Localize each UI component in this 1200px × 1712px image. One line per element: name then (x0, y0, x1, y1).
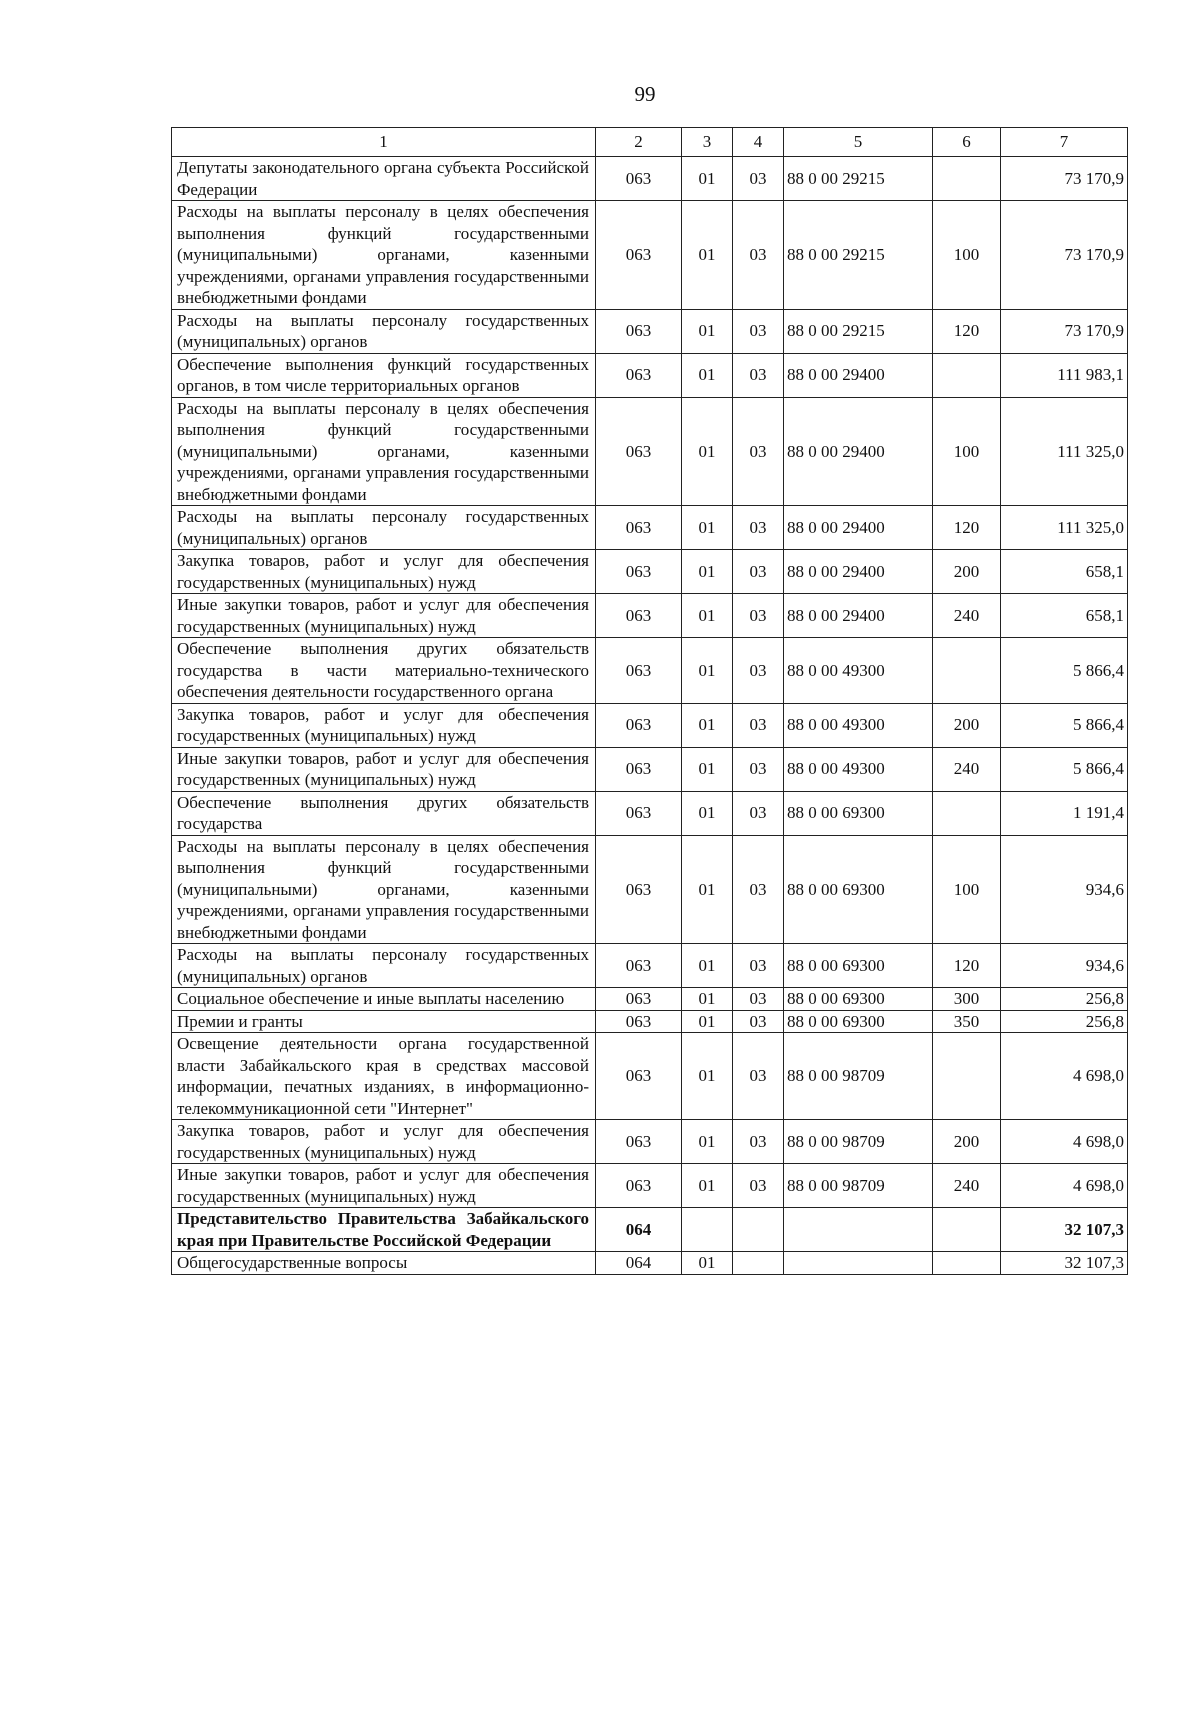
cell-amount: 934,6 (1001, 835, 1128, 944)
cell-amount: 5 866,4 (1001, 703, 1128, 747)
cell-section: 01 (682, 1010, 733, 1033)
cell-ministry-code: 063 (596, 1120, 682, 1164)
cell-name: Иные закупки товаров, работ и услуг для обеспечения государственных (муниципальных) нужд (172, 594, 596, 638)
cell-target-article: 88 0 00 29215 (784, 157, 933, 201)
cell-amount: 73 170,9 (1001, 309, 1128, 353)
cell-section: 01 (682, 1120, 733, 1164)
cell-subsection: 03 (733, 397, 784, 506)
cell-subsection: 03 (733, 506, 784, 550)
cell-section: 01 (682, 353, 733, 397)
cell-ministry-code: 063 (596, 1164, 682, 1208)
cell-expense-type: 200 (933, 1120, 1001, 1164)
cell-expense-type (933, 1033, 1001, 1120)
cell-subsection (733, 1208, 784, 1252)
cell-name: Расходы на выплаты персоналу в целях обеспечения выполнения функций государственными (муниципальными) органами, казенными учреждениями, органами управления государственными внебюджетными фондами (172, 835, 596, 944)
cell-amount: 658,1 (1001, 594, 1128, 638)
cell-target-article: 88 0 00 69300 (784, 988, 933, 1011)
table-row (172, 157, 1128, 201)
cell-expense-type (933, 353, 1001, 397)
cell-expense-type: 200 (933, 703, 1001, 747)
table-row (172, 1120, 1128, 1164)
cell-ministry-code: 063 (596, 550, 682, 594)
cell-expense-type: 100 (933, 397, 1001, 506)
cell-target-article: 88 0 00 29215 (784, 201, 933, 310)
cell-expense-type (933, 791, 1001, 835)
cell-subsection: 03 (733, 835, 784, 944)
cell-target-article: 88 0 00 29215 (784, 309, 933, 353)
cell-section: 01 (682, 988, 733, 1011)
cell-section (682, 1208, 733, 1252)
header-col-4: 4 (733, 128, 784, 157)
cell-name: Иные закупки товаров, работ и услуг для обеспечения государственных (муниципальных) нужд (172, 747, 596, 791)
cell-expense-type: 120 (933, 506, 1001, 550)
cell-name: Расходы на выплаты персоналу государственных (муниципальных) органов (172, 944, 596, 988)
cell-target-article (784, 1208, 933, 1252)
cell-section: 01 (682, 835, 733, 944)
cell-ministry-code: 063 (596, 201, 682, 310)
cell-target-article: 88 0 00 29400 (784, 594, 933, 638)
cell-target-article: 88 0 00 49300 (784, 638, 933, 704)
cell-subsection: 03 (733, 309, 784, 353)
cell-ministry-code: 063 (596, 944, 682, 988)
cell-subsection: 03 (733, 1033, 784, 1120)
header-row (172, 128, 1128, 157)
cell-expense-type: 240 (933, 1164, 1001, 1208)
cell-target-article: 88 0 00 98709 (784, 1033, 933, 1120)
table-row (172, 1208, 1128, 1252)
table-row (172, 201, 1128, 310)
cell-section: 01 (682, 703, 733, 747)
table-row (172, 835, 1128, 944)
cell-ministry-code: 063 (596, 703, 682, 747)
cell-subsection: 03 (733, 550, 784, 594)
cell-expense-type: 240 (933, 594, 1001, 638)
cell-subsection: 03 (733, 703, 784, 747)
cell-target-article: 88 0 00 29400 (784, 353, 933, 397)
table-row (172, 397, 1128, 506)
cell-ministry-code: 063 (596, 988, 682, 1011)
cell-subsection: 03 (733, 157, 784, 201)
cell-name: Расходы на выплаты персоналу в целях обеспечения выполнения функций государственными (муниципальными) органами, казенными учреждениями, органами управления государственными внебюджетными фондами (172, 397, 596, 506)
cell-amount: 73 170,9 (1001, 201, 1128, 310)
cell-section: 01 (682, 791, 733, 835)
table-row (172, 1033, 1128, 1120)
cell-name: Иные закупки товаров, работ и услуг для обеспечения государственных (муниципальных) нужд (172, 1164, 596, 1208)
cell-amount: 256,8 (1001, 988, 1128, 1011)
cell-ministry-code: 063 (596, 747, 682, 791)
cell-section: 01 (682, 944, 733, 988)
cell-ministry-code: 063 (596, 638, 682, 704)
cell-amount: 111 325,0 (1001, 506, 1128, 550)
cell-name: Закупка товаров, работ и услуг для обеспечения государственных (муниципальных) нужд (172, 1120, 596, 1164)
cell-name: Обеспечение выполнения функций государственных органов, в том числе территориальных органов (172, 353, 596, 397)
cell-section: 01 (682, 594, 733, 638)
cell-section: 01 (682, 397, 733, 506)
header-col-1: 1 (172, 128, 596, 157)
cell-ministry-code: 063 (596, 791, 682, 835)
table-row (172, 1164, 1128, 1208)
cell-name: Депутаты законодательного органа субъекта Российской Федерации (172, 157, 596, 201)
cell-ministry-code: 063 (596, 1010, 682, 1033)
cell-target-article: 88 0 00 69300 (784, 791, 933, 835)
cell-subsection: 03 (733, 791, 784, 835)
header-col-6: 6 (933, 128, 1001, 157)
cell-section: 01 (682, 747, 733, 791)
cell-expense-type: 300 (933, 988, 1001, 1011)
cell-ministry-code: 063 (596, 835, 682, 944)
cell-ministry-code: 063 (596, 397, 682, 506)
cell-name: Расходы на выплаты персоналу государственных (муниципальных) органов (172, 309, 596, 353)
header-col-5: 5 (784, 128, 933, 157)
cell-target-article: 88 0 00 69300 (784, 944, 933, 988)
cell-section: 01 (682, 638, 733, 704)
cell-amount: 5 866,4 (1001, 638, 1128, 704)
cell-amount: 4 698,0 (1001, 1033, 1128, 1120)
cell-name: Закупка товаров, работ и услуг для обеспечения государственных (муниципальных) нужд (172, 703, 596, 747)
cell-expense-type: 350 (933, 1010, 1001, 1033)
cell-name: Представительство Правительства Забайкальского края при Правительстве Российской Федерации (172, 1208, 596, 1252)
cell-name: Обеспечение выполнения других обязательств государства (172, 791, 596, 835)
table-row (172, 550, 1128, 594)
cell-amount: 4 698,0 (1001, 1120, 1128, 1164)
cell-target-article (784, 1252, 933, 1275)
cell-target-article: 88 0 00 98709 (784, 1164, 933, 1208)
header-col-2: 2 (596, 128, 682, 157)
cell-target-article: 88 0 00 98709 (784, 1120, 933, 1164)
cell-subsection: 03 (733, 638, 784, 704)
cell-subsection: 03 (733, 1010, 784, 1033)
cell-ministry-code: 063 (596, 309, 682, 353)
cell-section: 01 (682, 1164, 733, 1208)
cell-expense-type (933, 1252, 1001, 1275)
cell-subsection: 03 (733, 944, 784, 988)
cell-ministry-code: 063 (596, 157, 682, 201)
cell-amount: 658,1 (1001, 550, 1128, 594)
cell-name: Расходы на выплаты персоналу государственных (муниципальных) органов (172, 506, 596, 550)
cell-name: Освещение деятельности органа государственной власти Забайкальского края в средствах массовой информации, печатных изданиях, в информационно-телекоммуникационной сети "Интернет" (172, 1033, 596, 1120)
cell-amount: 5 866,4 (1001, 747, 1128, 791)
cell-name: Премии и гранты (172, 1010, 596, 1033)
cell-subsection: 03 (733, 1164, 784, 1208)
cell-subsection: 03 (733, 988, 784, 1011)
cell-section: 01 (682, 309, 733, 353)
cell-name: Социальное обеспечение и иные выплаты населению (172, 988, 596, 1011)
cell-target-article: 88 0 00 49300 (784, 703, 933, 747)
cell-target-article: 88 0 00 69300 (784, 1010, 933, 1033)
cell-expense-type: 200 (933, 550, 1001, 594)
table-row (172, 791, 1128, 835)
cell-amount: 73 170,9 (1001, 157, 1128, 201)
header-col-7: 7 (1001, 128, 1128, 157)
cell-subsection: 03 (733, 1120, 784, 1164)
cell-expense-type: 120 (933, 309, 1001, 353)
table-row (172, 703, 1128, 747)
cell-ministry-code: 063 (596, 353, 682, 397)
cell-section: 01 (682, 1252, 733, 1275)
cell-expense-type (933, 1208, 1001, 1252)
cell-section: 01 (682, 506, 733, 550)
table-row (172, 747, 1128, 791)
cell-target-article: 88 0 00 49300 (784, 747, 933, 791)
cell-amount: 111 325,0 (1001, 397, 1128, 506)
cell-target-article: 88 0 00 69300 (784, 835, 933, 944)
cell-subsection: 03 (733, 201, 784, 310)
cell-subsection: 03 (733, 747, 784, 791)
cell-ministry-code: 064 (596, 1252, 682, 1275)
cell-amount: 4 698,0 (1001, 1164, 1128, 1208)
cell-amount: 1 191,4 (1001, 791, 1128, 835)
cell-ministry-code: 063 (596, 506, 682, 550)
budget-table (171, 127, 1128, 1275)
cell-section: 01 (682, 1033, 733, 1120)
cell-expense-type: 100 (933, 201, 1001, 310)
table-row (172, 1010, 1128, 1033)
cell-ministry-code: 063 (596, 1033, 682, 1120)
cell-section: 01 (682, 201, 733, 310)
cell-expense-type: 240 (933, 747, 1001, 791)
cell-expense-type: 100 (933, 835, 1001, 944)
table-row (172, 506, 1128, 550)
cell-expense-type (933, 157, 1001, 201)
cell-name: Расходы на выплаты персоналу в целях обеспечения выполнения функций государственными (муниципальными) органами, казенными учреждениями, органами управления государственными внебюджетными фондами (172, 201, 596, 310)
cell-target-article: 88 0 00 29400 (784, 550, 933, 594)
table-row (172, 594, 1128, 638)
cell-target-article: 88 0 00 29400 (784, 397, 933, 506)
cell-expense-type (933, 638, 1001, 704)
table-row (172, 944, 1128, 988)
cell-name: Общегосударственные вопросы (172, 1252, 596, 1275)
cell-amount: 111 983,1 (1001, 353, 1128, 397)
cell-section: 01 (682, 157, 733, 201)
cell-name: Закупка товаров, работ и услуг для обеспечения государственных (муниципальных) нужд (172, 550, 596, 594)
cell-name: Обеспечение выполнения других обязательств государства в части материально-технического обеспечения деятельности государственного органа (172, 638, 596, 704)
cell-subsection (733, 1252, 784, 1275)
cell-expense-type: 120 (933, 944, 1001, 988)
page-number: 99 (634, 82, 656, 106)
cell-subsection: 03 (733, 353, 784, 397)
cell-ministry-code: 063 (596, 594, 682, 638)
table-row (172, 638, 1128, 704)
cell-ministry-code: 064 (596, 1208, 682, 1252)
cell-amount: 934,6 (1001, 944, 1128, 988)
cell-target-article: 88 0 00 29400 (784, 506, 933, 550)
cell-amount: 256,8 (1001, 1010, 1128, 1033)
header-col-3: 3 (682, 128, 733, 157)
table-row (172, 309, 1128, 353)
cell-amount: 32 107,3 (1001, 1208, 1128, 1252)
table-row (172, 353, 1128, 397)
cell-amount: 32 107,3 (1001, 1252, 1128, 1275)
cell-subsection: 03 (733, 594, 784, 638)
table-row (172, 1252, 1128, 1275)
table-row (172, 988, 1128, 1011)
cell-section: 01 (682, 550, 733, 594)
